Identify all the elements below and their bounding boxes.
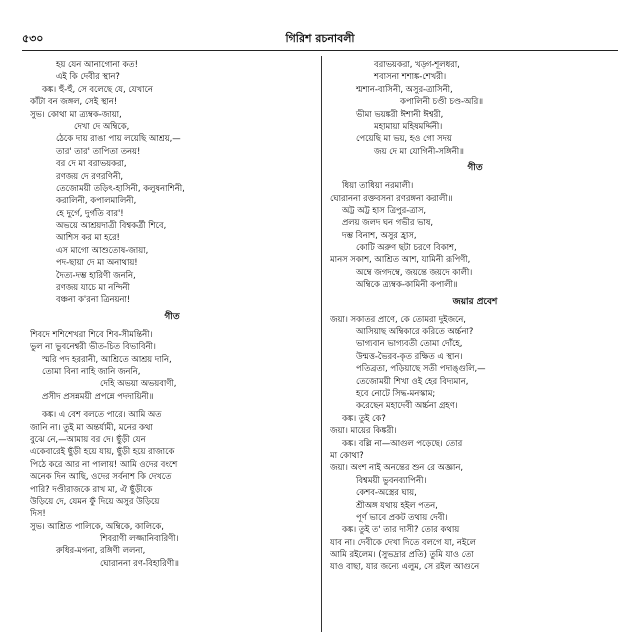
song-line: প্রলয় জলদ ঘন গভীর ভাষ,: [342, 217, 434, 228]
header-rule: [22, 50, 618, 51]
page-number: ৫৩০: [22, 32, 44, 45]
verse-line: হে দুর্গে, দুর্গতি বার'!: [56, 207, 124, 218]
verse-line: এই কি দেবীর স্থান?: [56, 71, 120, 82]
left-column: [30, 58, 314, 569]
verse-line: বিশ্বময়ী ভুবনব্যাপিনী।: [356, 474, 427, 485]
dialogue-line: কঙ্ক। তুই কে?: [342, 412, 386, 423]
verse-line: হয় যেন আনাগোনা কত!: [56, 59, 138, 69]
song-line: দেহি অভয়া অভয়বাণী,: [100, 378, 177, 389]
verse-line: ভাগ্যবান ভাগ্যবতী তোমা দোঁহে,: [356, 338, 463, 349]
verse-line: কেশব-অস্ত্রের ঘায়,: [356, 487, 417, 498]
song-title: গীত: [467, 163, 483, 174]
prose-line: দিস!: [30, 508, 46, 519]
verse-line: ঘোরাননা রণ-বিহারিণী॥: [100, 557, 179, 568]
song-line: ধিয়া তাধিয়া নরমালী।: [342, 180, 414, 191]
song-line: ভুল না ভুবনেশ্বরী ভীত-চিত বিভাবিনী।: [30, 341, 156, 352]
dialogue-line: কঙ্ক। বল্লি না—আগুল পড়েছে। তোর: [342, 437, 463, 448]
song-line: মানস সকাশ, আশ্রিত আশ, যামিনী রূপিণী,: [330, 254, 471, 265]
verse-line: মহামায়া মহিষমর্দ্দিনী।: [374, 120, 443, 131]
verse-line: অভয়ে আশ্রয়দাত্রী বিশ্বকর্ত্রী শিবে,: [56, 220, 167, 231]
verse-line: পেয়েছি মা ভয়, হও গো সদয়: [356, 133, 452, 144]
column-divider: [321, 56, 322, 632]
prose-line: পারি? দণ্ডীরাজকে রাখ মা, ঐ ছুঁড়ীকে: [30, 483, 153, 494]
verse-line: উন্মত্ত-ভৈরব-কৃত রক্ষিত এ স্থান।: [356, 350, 463, 361]
verse-line: পতিব্রতা, পড়িয়াছে সতী পদাঙ্গুলি,—: [356, 363, 486, 374]
prose-line: বুঝে নে,—আমায় বর দে। ছুঁড়ী যেন: [30, 433, 146, 444]
verse-line: বরাভয়করা, খড়্গ-শূলধরা,: [374, 59, 460, 69]
song-line: দম্ভ বিনাশ, অসুর হ্রাস,: [342, 229, 417, 240]
dialogue-line: সুভ। কোথা মা ত্র্যম্বক-জায়া,: [30, 108, 122, 119]
verse-line: তেজোময়ী তড়িৎ-হাসিনী, কলুষনাশিনী,: [56, 182, 185, 193]
verse-line: বর দে মা বরাভয়করা,: [56, 158, 127, 169]
verse-line: তেজোময়ী শিখা ওই হের বিদ্যমান,: [356, 375, 469, 386]
dialogue-line: কঙ্ক। হুঁ-হুঁ, সে বলেছে যে, যেখানে: [42, 83, 153, 94]
verse-line: করালিনী, কপালমালিনী,: [56, 195, 137, 206]
prose-line: কঙ্ক। এ বেশ বলতে পারে। আমি অত: [42, 409, 162, 420]
dialogue-line: কাঁটা বন জঙ্গল, সেই স্থান!: [30, 96, 118, 107]
verse-line: রণজয় দে রণরণিনী,: [56, 170, 124, 181]
running-title: গিরিশ রচনাবলী: [285, 32, 355, 45]
verse-line: জয় দে মা যোগিনী-সঙ্গিনী॥: [374, 145, 464, 156]
dialogue-line: যাব না। দেবীকে দেখা দিতে বলগে যা, নইলে: [330, 536, 476, 547]
right-column: [330, 58, 620, 573]
song-title: গীত: [164, 311, 180, 322]
scene-title: জয়ার প্রবেশ: [452, 296, 498, 307]
song-line: ঘোরাননা রক্তবসনা রণরঙ্গনা করালী॥: [330, 192, 453, 203]
verse-line: ঠেকে দায় রাঙা পায় লয়েছি আশ্রয়,—: [56, 133, 181, 144]
verse-line: দেখা দে অম্বিকে,: [74, 120, 130, 131]
dialogue-line: আমি রইলেম। (সুভদ্রার প্রতি) তুমি যাও তো: [330, 549, 474, 560]
dialogue-line: যাও বাছা, যার জন্যে এলুম, সে রইল আগুনে: [330, 561, 480, 572]
verse-line: এস মাগো আশুতোষ-জায়া,: [56, 244, 149, 255]
song-line: তোমা বিনা নাহি জানি জননি,: [42, 365, 141, 376]
dialogue-line: সুভ। আশ্রিত পালিকে, অম্বিকে, কালিকে,: [30, 520, 164, 531]
verse-line: ভীমা ভয়ঙ্করী ঈশানী ঈশ্বরী,: [356, 108, 444, 119]
verse-line: করেছেন মহাদেবী অর্চ্চনা গ্রহণ।: [356, 400, 458, 411]
verse-line: রণজয় যাচে মা নন্দিনী: [56, 282, 130, 293]
verse-line: তার' তার' তাপিতা তনয়!: [56, 145, 141, 156]
verse-line: হবে নোটে সিদ্ধ-মনস্কাম;: [356, 387, 436, 398]
dialogue-line: মা কোথা?: [330, 449, 364, 460]
verse-line: শিবরাণী লজ্জানিবারিণী।: [100, 533, 179, 544]
prose-line: একেবারেই ছুঁড়ী হয়ে যায়, ছুঁড়ী হয়ে রাজাকে: [30, 446, 175, 457]
song-line: স্মরি পদ হররানী, আশ্রিতে আশ্রয় দানি,: [42, 353, 172, 364]
prose-line: অনেক দিন আছি, ওদের সর্বনাশ কি দেখতে: [30, 471, 172, 482]
prose-line: পিঠে করে আর না পালায়! আমি ওদের বংশে: [30, 458, 178, 469]
dialogue-line: জয়া। অংশ নাই অনন্তের শুন রে অজ্ঞান,: [330, 462, 463, 473]
song-line: কোটি অরুণ ছটা চরণে বিকাশ,: [356, 242, 457, 253]
song-line: অট্ট অট্ট হাস ত্রিপুর-ত্রাস,: [342, 204, 427, 215]
verse-line: পদ-ছায়া দে মা অনাথায়!: [56, 257, 138, 268]
song-line: অম্বে জগদম্বে, জয়ন্তে জয়দে কালী।: [356, 266, 473, 277]
dialogue-line: কঙ্ক। তুই ত' তার দাসী? তোর কথায়: [342, 524, 460, 535]
verse-line: আসিয়াছ অম্বিকারে করিতে অর্চ্চনা?: [356, 326, 474, 337]
verse-line: শ্রীঅঙ্গ যথায় হইল পতন,: [356, 499, 438, 510]
song-line: অম্বিকে ত্র্যম্বক-কামিনী কপালী॥: [356, 279, 458, 290]
verse-line: রুধির-মগনা, রঙ্গিণী ললনা,: [56, 545, 146, 556]
verse-line: বঞ্চনা ক'রনা ত্রিনয়না!: [56, 294, 131, 305]
song-line: শিবদে শশিশেখরা শিবে শিব-সীমন্তিনী।: [30, 328, 153, 339]
verse-line: শবাসনা শশাঙ্ক-শেখরী।: [374, 71, 447, 82]
verse-line: পূর্ণ ভাবে প্রকট তথায় দেবী।: [356, 511, 448, 522]
verse-line: শ্মশান-বাসিনী, অসুর-ত্রাসিনী,: [356, 83, 453, 94]
dialogue-line: জয়া। সকাতর প্রাণে, কে তোমরা দুইজনে,: [330, 313, 466, 324]
prose-line: উড়িয়ে দে, যেমন ফুঁ দিয়ে অসুর উড়িয়ে: [30, 495, 160, 506]
prose-line: জানি না। তুই মা অন্তর্যামী, মনের কথা: [30, 421, 153, 432]
verse-line: কপালিনী চণ্ডী চণ্ড-অরি॥: [400, 96, 483, 107]
verse-line: আশিস কর মা হরে!: [56, 232, 120, 243]
dialogue-line: জয়া। মায়ের কিঙ্করী।: [330, 425, 397, 436]
page-header: [22, 30, 618, 48]
song-line: প্রসীদ প্রসন্নময়ী প্রপন্নে পদদায়িনী॥: [42, 390, 154, 401]
verse-line: দৈত্য-দম্ভ হারিণী জননি,: [56, 269, 136, 280]
